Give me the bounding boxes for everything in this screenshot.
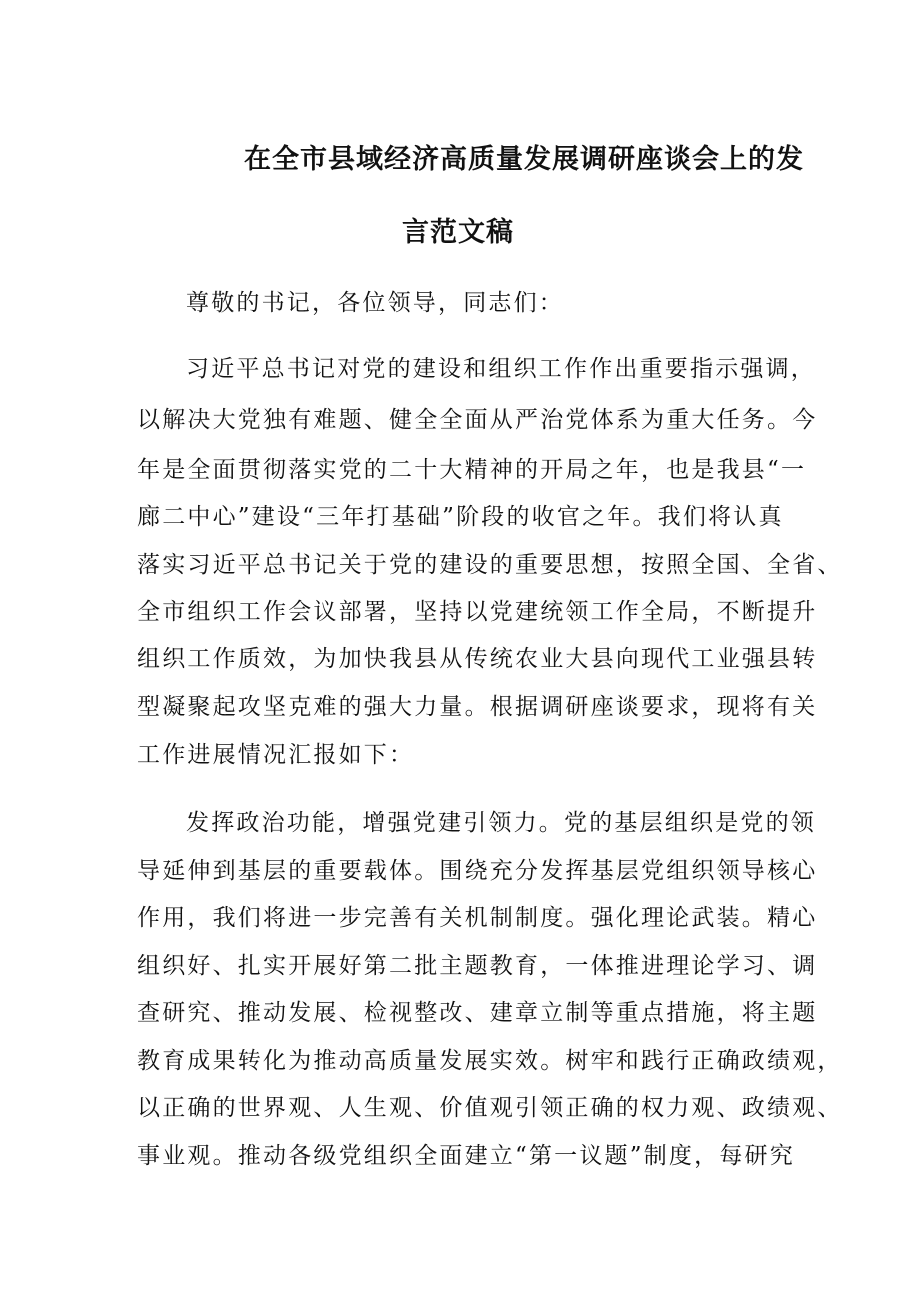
paragraph-1-line: 工作进展情况汇报如下： bbox=[137, 742, 415, 768]
salutation: 尊敬的书记，各位领导，同志们： bbox=[186, 290, 564, 316]
paragraph-2-line: 导延伸到基层的重要载体。围绕充分发挥基层党组织领导核心 bbox=[137, 858, 818, 884]
paragraph-1-line: 以解决大党独有难题、健全全面从严治党体系为重大任务。今 bbox=[137, 407, 818, 433]
paragraph-1-line: 全市组织工作会议部署，坚持以党建统领工作全局，不断提升 bbox=[137, 599, 818, 625]
paragraph-2-line: 以正确的世界观、人生观、价值观引领正确的权力观、政绩观、 bbox=[137, 1095, 843, 1121]
paragraph-1-line: 年是全面贯彻落实党的二十大精神的开局之年，也是我县“一 bbox=[137, 457, 807, 483]
paragraph-1-line: 型凝聚起攻坚克难的强大力量。根据调研座谈要求，现将有关 bbox=[137, 694, 818, 720]
paragraph-2-line: 组织好、扎实开展好第二批主题教育，一体推进理论学习、调 bbox=[137, 953, 818, 979]
paragraph-2-line: 作用，我们将进一步完善有关机制制度。强化理论武装。精心 bbox=[137, 905, 818, 931]
paragraph-1-line: 落实习近平总书记关于党的建设的重要思想，按照全国、全省、 bbox=[137, 552, 843, 578]
paragraph-1-line: 组织工作质效，为加快我县从传统农业大县向现代工业强县转 bbox=[137, 646, 818, 672]
paragraph-2-line: 教育成果转化为推动高质量发展实效。树牢和践行正确政绩观， bbox=[137, 1048, 843, 1074]
document-title-line-1: 在全市县域经济高质量发展调研座谈会上的发 bbox=[244, 144, 804, 175]
paragraph-2-line: 发挥政治功能，增强党建引领力。党的基层组织是党的领 bbox=[186, 810, 816, 836]
document-title-line-2: 言范文稿 bbox=[402, 217, 514, 248]
paragraph-2-line: 查研究、推动发展、检视整改、建章立制等重点措施，将主题 bbox=[137, 1000, 818, 1026]
paragraph-1-line: 习近平总书记对党的建设和组织工作作出重要指示强调， bbox=[186, 356, 816, 382]
paragraph-1-line: 廊二中心”建设“三年打基础”阶段的收官之年。我们将认真 bbox=[137, 504, 784, 530]
paragraph-2-line: 事业观。推动各级党组织全面建立“第一议题”制度，每研究 bbox=[137, 1143, 795, 1169]
